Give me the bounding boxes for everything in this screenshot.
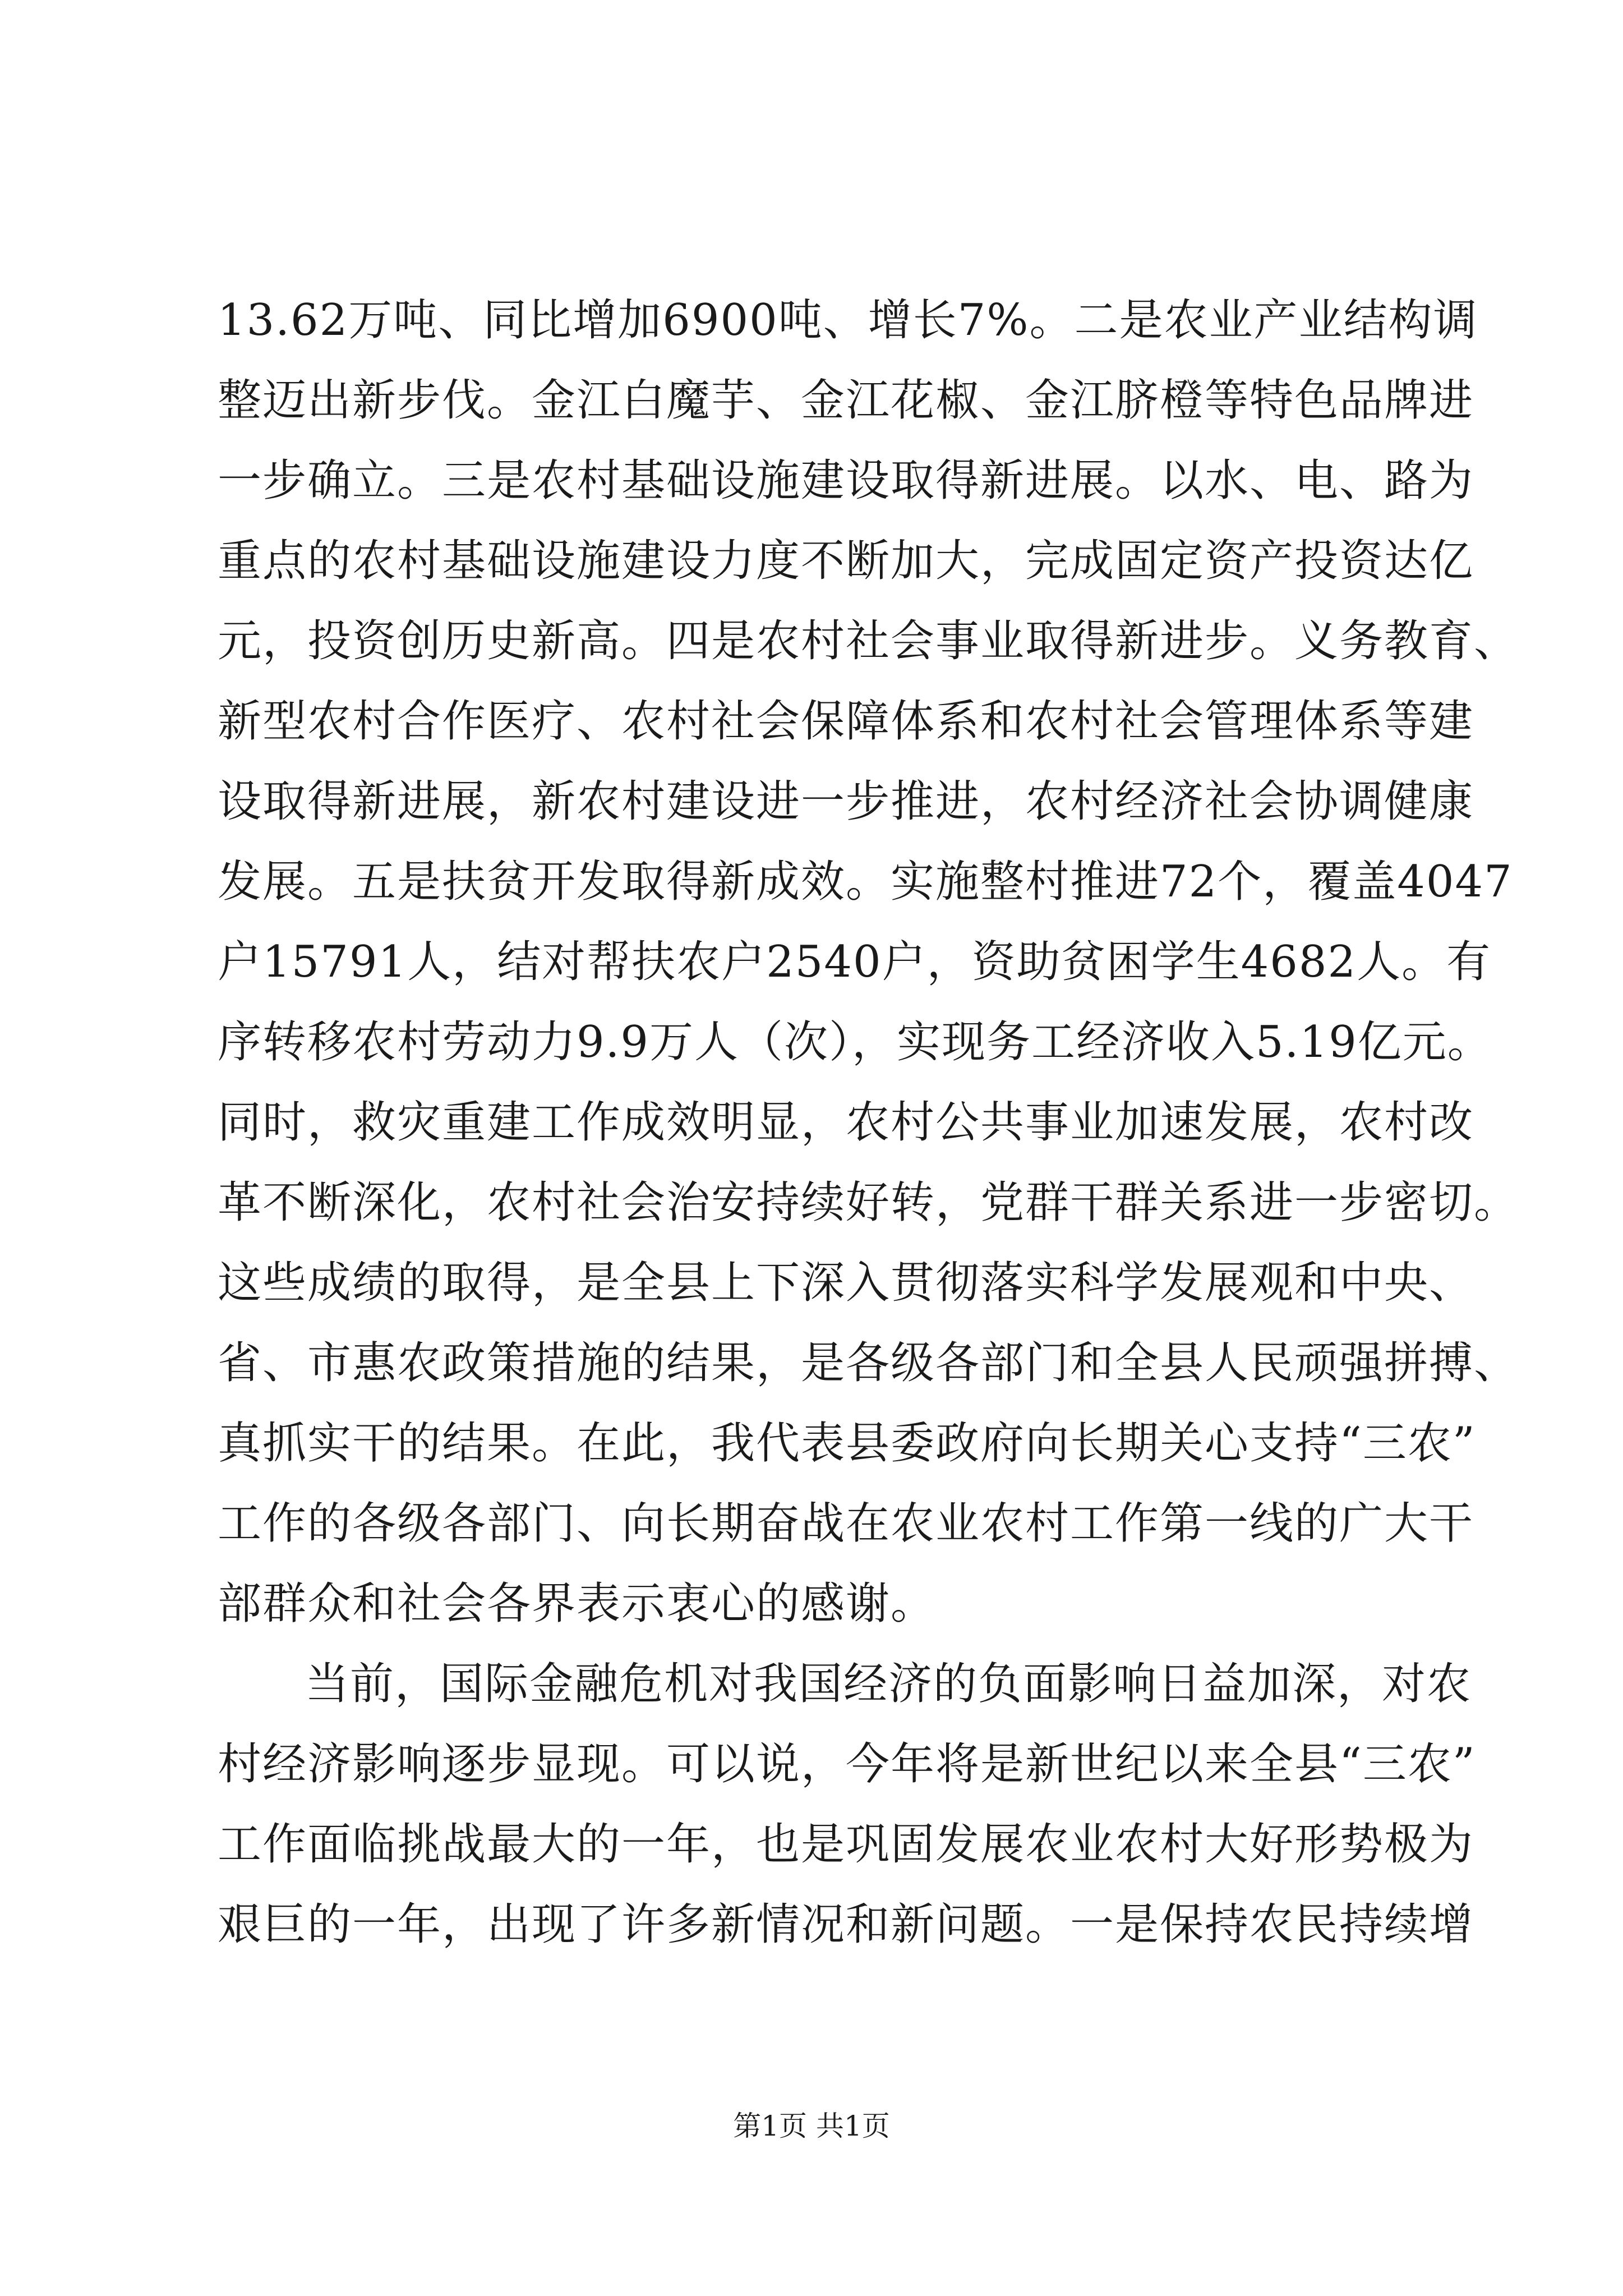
text-line: 户15791人，结对帮扶农户2540户，资助贫困学生4682人。有 (218, 937, 1492, 987)
text-line: 省、市惠农政策措施的结果，是各级各部门和全县人民顽强拼搏、 (218, 1338, 1519, 1388)
text-line: 发展。五是扶贫开发取得新成效。实施整村推进72个，覆盖4047 (218, 857, 1513, 907)
text-line: 艰巨的一年，出现了许多新情况和新问题。一是保持农民持续增 (218, 1899, 1474, 1950)
text-line: 村经济影响逐步显现。可以说，今年将是新世纪以来全县“三农” (218, 1739, 1476, 1789)
text-line: 一步确立。三是农村基础设施建设取得新进展。以水、电、路为 (218, 455, 1474, 506)
text-line: 13.62万吨、同比增加6900吨、增长7%。二是农业产业结构调 (218, 295, 1478, 346)
text-line: 新型农村合作医疗、农村社会保障体系和农村社会管理体系等建 (218, 696, 1474, 747)
text-line: 元，投资创历史新高。四是农村社会事业取得新进步。义务教育、 (218, 616, 1519, 666)
page-number-footer: 第1页 共1页 (733, 2110, 890, 2142)
text-line: 同时，救灾重建工作成效明显，农村公共事业加速发展，农村改 (218, 1097, 1474, 1148)
text-line: 工作的各级各部门、向长期奋战在农业农村工作第一线的广大干 (218, 1498, 1474, 1549)
text-line: 革不断深化，农村社会治安持续好转，党群干群关系进一步密切。 (218, 1177, 1519, 1228)
text-line: 部群众和社会各界表示衷心的感谢。 (218, 1579, 936, 1629)
text-line: 设取得新进展，新农村建设进一步推进，农村经济社会协调健康 (218, 776, 1474, 827)
text-line: 序转移农村劳动力9.9万人（次），实现务工经济收入5.19亿元。 (218, 1017, 1492, 1068)
text-line: 工作面临挑战最大的一年，也是巩固发展农业农村大好形势极为 (218, 1819, 1474, 1870)
text-line: 重点的农村基础设施建设力度不断加大，完成固定资产投资达亿 (218, 536, 1474, 586)
paragraph-first-line: 当前，国际金融危机对我国经济的负面影响日益加深，对农 (305, 1659, 1472, 1709)
text-line: 整迈出新步伐。金江白魔芋、金江花椒、金江脐橙等特色品牌进 (218, 375, 1474, 426)
text-line: 真抓实干的结果。在此，我代表县委政府向长期关心支持“三农” (218, 1418, 1476, 1469)
text-line: 这些成绩的取得，是全县上下深入贯彻落实科学发展观和中央、 (218, 1258, 1474, 1308)
